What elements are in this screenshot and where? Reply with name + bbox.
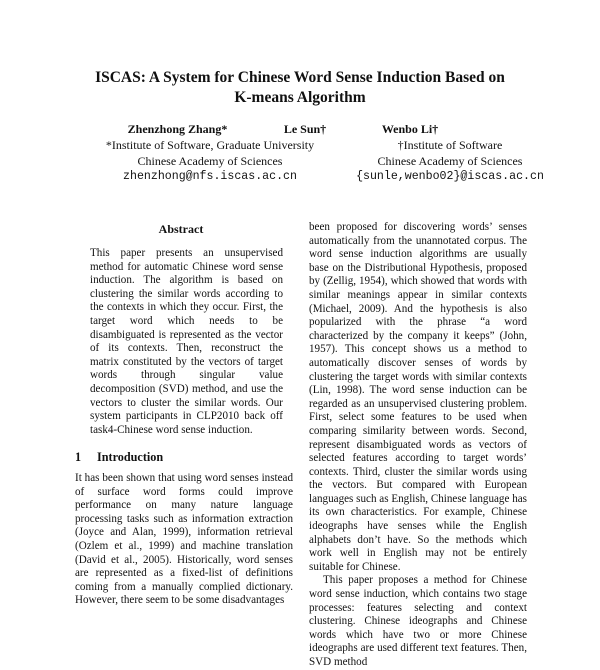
affiliation-line-2: Chinese Academy of Sciences [377,153,523,168]
paper-title [60,68,540,108]
affiliation-1 [95,138,325,185]
author-3 [370,122,450,138]
author-name: Wenbo Li† [381,122,439,136]
abstract-body [90,247,283,437]
author-name: Zhenzhong Zhang* [127,122,228,136]
affiliation-2 [350,138,550,185]
author-email: {sunle,wenbo02}@iscas.ac.cn [356,170,544,183]
affiliation-line-1: †Institute of Software [397,138,503,152]
affiliation-line-2: Chinese Academy of Sciences [137,153,283,168]
right-column [309,221,527,670]
section-heading-introduction [75,450,163,465]
affiliation-line-1: *Institute of Software, Graduate University [105,138,315,152]
section-number: 1 [75,450,82,464]
author-1 [120,122,235,138]
right-column-paragraph-2: This paper proposes a method for Chinese word sense induction, which contains two stage processes: features selecting and context clustering. Chinese ideographs and Chinese words which have two or more Chinese ideographs are used different text features. Then, SVD method [309,574,527,668]
right-column-paragraph-1: been proposed for discovering words’ senses automatically from the unannotated corpus. The word sense induction algorithms are usually base on the Distributional Hypothesis, proposed by (Zellig, 1954), which showed that words with similar meanings appear in similar contexts (Michael, 2009). And the hypothesis is also popularized with the phrase “a word characterized by the company it keeps” (John, 1957). This concept shows us a method to automatically discover senses of words by clustering the target words with similar contexts (Lin, 1998). The word sense induction can be regarded as an unsupervised clustering problem. First, select some features to be used when comparing similarity between words. Second, represent disambiguated words as vectors of selected features according to target words’ contexts. Third, cluster the similar words using the vectors. But compared with European languages such as English, Chinese language has its own characteristics. For example, Chinese ideographs have senses while the English alphabets don’t have. So the methods which work well in English may not be entirely suitable for Chinese. [309,221,527,573]
title-line-2: K-means Algorithm [234,89,366,106]
abstract-heading: Abstract [158,222,204,236]
author-name: Le Sun† [283,122,327,136]
author-email: zhenzhong@nfs.iscas.ac.cn [123,170,297,183]
introduction-paragraph: It has been shown that using word senses instead of surface word forms could improve performance on many nature language processing tasks such as information extraction (Joyce and Alan, 1999), information retrieval (Ozlem et al., 1999) and machine translation (David et al., 2005). Historically, word senses are represented as a fixed-list of definitions coming from a manually complied dictionary. However, there seem to be some disadvantages [75,472,293,607]
title-line-1: ISCAS: A System for Chinese Word Sense Induction Based on [95,69,505,86]
section-title: Introduction [97,450,164,464]
author-2 [265,122,345,138]
introduction-left-column [75,472,293,608]
abstract-text: This paper presents an unsupervised method for automatic Chinese word sense induction. The algorithm is based on clustering the similar words according to the contexts in which they occur. First, the target word which needs to be disambiguated is represented as the vector of its contexts. Then, reconstruct the matrix constituted by the vectors of target words through singular value decomposition (SVD) method, and use the vectors to cluster the similar words. Our system participants in CLP2010 back off task4-Chinese word sense induction. [90,247,283,436]
